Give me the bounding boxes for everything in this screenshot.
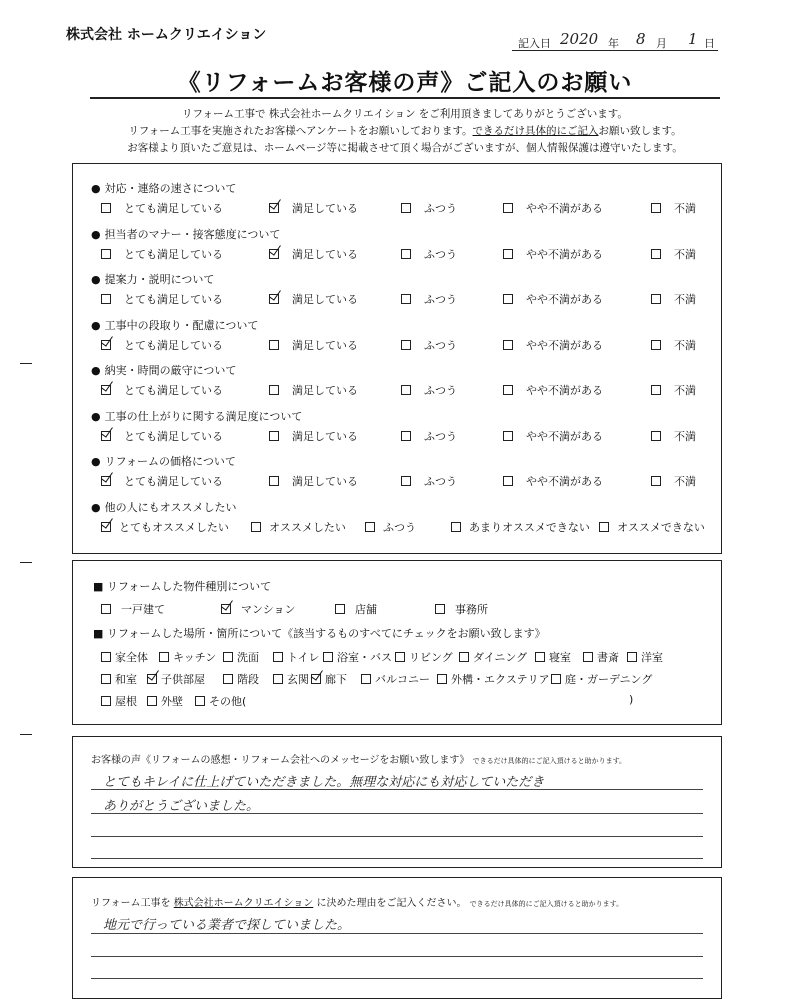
checkbox-icon[interactable] [365,522,375,532]
survey-option[interactable] [101,428,223,444]
entry-year: 2020 [560,30,599,48]
bullet-icon: ● [91,182,101,195]
survey-option-label: 不満 [674,429,696,443]
checkbox-icon[interactable] [435,604,445,614]
checkbox-icon[interactable] [401,431,411,441]
checkbox-icon[interactable] [269,431,279,441]
bullet-icon: ● [91,364,101,377]
checkbox-icon[interactable] [101,476,111,486]
checkbox-icon[interactable] [273,652,283,662]
property-type-label: 事務所 [455,603,488,616]
place-option[interactable] [323,649,392,665]
write-line [91,978,703,979]
survey-option-label: ふつう [424,247,457,261]
bullet-icon: ● [91,227,101,241]
survey-option-label: 満足している [292,293,358,306]
intro-line-3: お客様より頂いたご意見は、ホームページ等に掲載させて頂く場合がございますが、個人情報保護は遵守いたします。 [127,142,683,154]
survey-question-5 [91,362,236,378]
checkbox-icon[interactable] [503,340,513,350]
survey-option-label: やや不満がある [526,338,603,352]
survey-option[interactable] [401,200,457,216]
checkbox-icon[interactable] [401,476,411,486]
checkbox-icon[interactable] [395,652,405,662]
voice-answer-line-1: とてもキレイに仕上げていただきました。無理な対応にも対応していただき [103,775,545,790]
checkbox-icon[interactable] [101,674,111,684]
checkbox-icon[interactable] [101,249,111,259]
place-label: 寝室 [549,651,571,664]
survey-option-label: やや不満がある [526,429,603,443]
survey-option-label: ふつう [424,384,457,397]
reason-answer-line-1: 地元で行っている業者で探していました。 [103,918,351,933]
checkbox-icon[interactable] [627,652,637,662]
place-option[interactable] [273,671,309,687]
survey-question-6 [91,408,302,424]
place-label: 洋室 [641,651,663,664]
place-label: リビング [409,651,453,664]
place-option[interactable] [101,693,137,709]
place-option[interactable] [311,671,347,687]
place-label: 庭・ガーデニング [565,673,653,686]
reason-box [72,877,722,999]
checkbox-icon[interactable] [651,476,661,486]
survey-question-label: 工事中の段取り・配慮について [104,318,259,332]
survey-option-label: 不満 [674,202,696,215]
survey-question-label: 工事の仕上がりに関する満足度について [104,409,303,423]
place-label: ダイニング [473,651,528,664]
place-label: 家全体 [115,651,148,664]
checkbox-icon[interactable] [551,674,561,684]
place-label: 洗面 [237,651,259,664]
checkbox-icon[interactable] [451,522,461,532]
property-type-option[interactable] [101,601,165,617]
survey-option-label: やや不満がある [526,247,603,261]
survey-option[interactable] [101,337,223,353]
checkbox-icon[interactable] [101,652,111,662]
checkbox-icon[interactable] [459,652,469,662]
place-option[interactable] [459,649,527,665]
write-line [91,813,703,814]
entry-day: 1 [688,30,698,48]
checkbox-icon[interactable] [401,294,411,304]
survey-option[interactable] [503,200,603,216]
property-type-option[interactable] [435,601,488,617]
checkbox-icon[interactable] [101,385,111,395]
write-line [91,933,703,934]
recommend-option[interactable] [451,519,590,535]
place-label: 廊下 [325,673,347,686]
checkbox-icon[interactable] [401,249,411,259]
bullet-icon: ● [91,318,101,332]
survey-option[interactable] [503,337,603,353]
recommend-option[interactable] [365,519,416,535]
place-option[interactable] [159,649,216,665]
checkbox-icon[interactable] [101,431,111,441]
checkbox-icon[interactable] [269,294,279,304]
survey-option-label: とても満足している [124,384,223,397]
checkbox-icon[interactable] [651,294,661,304]
place-option[interactable] [583,649,619,665]
survey-option[interactable] [401,473,457,489]
checkbox-icon[interactable] [503,294,513,304]
survey-option-label: 満足している [292,247,358,261]
other-close-paren: ) [629,693,634,706]
bullet-icon: ● [91,455,101,468]
checkbox-icon[interactable] [651,340,661,350]
checkbox-icon[interactable] [599,522,609,532]
survey-option-label: ふつう [424,202,457,215]
voice-prompt: お客様の声《リフォームの感想・リフォーム会社へのメッセージをお願い致します》 できるだけ具体的にご記入頂けると助かります。 [91,755,627,766]
survey-question-label: リフォームの価格について [104,455,236,468]
margin-mark [20,363,32,364]
checkbox-icon[interactable] [195,696,205,706]
survey-option[interactable] [101,382,223,398]
survey-option-label: 満足している [292,429,358,443]
survey-option-label: 不満 [674,293,696,306]
survey-option[interactable] [269,337,358,353]
checkbox-icon[interactable] [101,522,111,532]
checkbox-icon[interactable] [535,652,545,662]
survey-option[interactable] [269,382,358,398]
survey-option-label: とても満足している [124,429,223,443]
place-option[interactable] [223,649,259,665]
survey-option[interactable] [401,246,457,262]
checkbox-icon[interactable] [651,249,661,259]
entry-date-field [512,30,718,51]
survey-question-3 [91,271,214,287]
survey-option-label: 不満 [674,475,696,488]
intro-line-2 [60,123,750,138]
checkbox-icon[interactable] [147,674,157,684]
checkbox-icon[interactable] [651,203,661,213]
property-type-label: マンション [241,603,296,616]
write-line [91,956,703,957]
place-option[interactable] [147,671,205,687]
checkbox-icon[interactable] [651,385,661,395]
survey-question-1 [91,180,236,196]
place-label: 階段 [237,673,259,686]
property-type-option[interactable] [335,601,377,617]
checkbox-icon[interactable] [311,674,321,684]
write-line [91,789,703,790]
satisfaction-survey-box [72,163,722,554]
survey-option-label: とても満足している [124,338,223,352]
place-option[interactable] [627,649,663,665]
survey-question-7 [91,453,236,469]
survey-option-label: とても満足している [124,247,223,261]
place-label: キッチン [173,651,217,664]
checkbox-icon[interactable] [147,696,157,706]
survey-option[interactable] [401,337,457,353]
survey-option[interactable] [401,291,457,307]
survey-option-label: ふつう [424,475,457,488]
entry-month-unit: 月 [656,37,667,50]
survey-option[interactable] [651,246,696,262]
place-label: 書斎 [597,651,619,664]
recommend-option[interactable] [251,519,346,535]
recommend-option[interactable] [599,519,705,535]
checkbox-icon[interactable] [583,652,593,662]
recommend-option[interactable] [101,519,229,535]
checkbox-icon[interactable] [221,604,231,614]
intro-line-2-underlined: できるだけ具体的にご記入 [472,125,599,137]
survey-option[interactable] [651,291,696,307]
checkbox-icon[interactable] [323,652,333,662]
checkbox-icon[interactable] [401,340,411,350]
survey-option-label: ふつう [424,293,457,306]
survey-option-label: ふつう [424,338,457,352]
survey-question-label: 提案力・説明について [104,273,215,286]
survey-option-label: とても満足している [124,475,223,488]
checkbox-icon[interactable] [503,249,513,259]
write-line [91,836,703,837]
checkbox-icon[interactable] [159,652,169,662]
intro-line-2-a: リフォーム工事を実施されたお客様へアンケートをお願いしております。 [128,125,473,137]
survey-option[interactable] [269,200,358,216]
property-type-option[interactable] [221,601,296,617]
checkbox-icon[interactable] [401,203,411,213]
survey-option[interactable] [101,291,223,307]
checkbox-icon[interactable] [101,340,111,350]
entry-day-unit: 日 [704,37,715,50]
survey-option-label: 満足している [292,475,358,488]
voice-answer-line-2: ありがとうございました。 [103,799,260,814]
survey-option[interactable] [503,382,603,398]
checkbox-icon[interactable] [503,203,513,213]
property-type-label: 店舗 [355,603,377,616]
survey-option[interactable] [269,246,358,262]
survey-option-label: 不満 [674,384,696,397]
survey-option[interactable] [269,428,358,444]
page-title: 《リフォームお客様の声》ご記入のお願い [177,70,633,96]
bullet-icon: ● [91,273,101,286]
recommend-option-label: オススメできない [617,520,705,534]
checkbox-icon[interactable] [503,476,513,486]
customer-voice-box [72,736,722,868]
survey-question-label: 納実・時間の厳守について [104,364,237,377]
recommend-option-label: ふつう [383,520,416,534]
survey-option[interactable] [503,428,603,444]
checkbox-icon[interactable] [651,431,661,441]
reason-prompt: リフォーム工事を 株式会社ホームクリエイション に決めた理由をご記入ください。 できるだけ具体的にご記入頂けると助かります。 [91,898,624,909]
survey-option-label: 満足している [292,338,358,352]
survey-option[interactable] [101,246,223,262]
survey-option[interactable] [651,337,696,353]
survey-option[interactable] [651,473,696,489]
survey-option[interactable] [651,200,696,216]
property-type-question: ■ リフォームした物件種別について [93,580,272,593]
place-option[interactable] [195,693,246,709]
survey-option[interactable] [503,291,603,307]
property-info-box [72,560,722,725]
survey-question-label: 対応・連絡の速さについて [104,182,237,195]
checkbox-icon[interactable] [251,522,261,532]
survey-question-label: 担当者のマナー・接客態度について [104,227,281,241]
place-label: 屋根 [115,695,137,708]
margin-mark [20,562,32,563]
bullet-icon: ● [91,500,101,514]
survey-option[interactable] [269,473,358,489]
recommend-option-label: オススメしたい [269,520,346,534]
survey-option-label: とても満足している [124,293,223,306]
intro-line-2-b: お願い致します。 [598,125,682,137]
survey-option-label: とても満足している [124,202,223,215]
place-option[interactable] [101,649,148,665]
survey-option-label: ふつう [424,429,457,443]
checkbox-icon[interactable] [269,385,279,395]
survey-option[interactable] [401,382,457,398]
survey-option-label: 不満 [674,338,696,352]
survey-option[interactable] [269,291,358,307]
place-option[interactable] [147,693,183,709]
place-question: ■ リフォームした場所・箇所について《該当するものすべてにチェックをお願い致します》 [93,627,546,640]
place-option[interactable] [361,671,430,687]
place-label: その他( [209,695,247,708]
entry-year-unit: 年 [608,37,619,50]
checkbox-icon[interactable] [401,385,411,395]
survey-option-label: やや不満がある [526,293,603,306]
title-divider [90,97,720,99]
survey-option-label: 不満 [674,247,696,261]
checkbox-icon[interactable] [273,674,283,684]
place-option[interactable] [535,649,571,665]
survey-option-label: やや不満がある [526,384,603,397]
margin-mark [20,734,32,735]
checkbox-icon[interactable] [437,674,447,684]
company-name: 株式会社 ホームクリエイション [66,27,267,43]
checkbox-icon[interactable] [269,340,279,350]
recommend-option-label: あまりオススメできない [469,520,590,534]
survey-question-4 [91,317,258,333]
survey-option-label: 満足している [292,384,358,397]
place-label: 外壁 [161,695,183,708]
intro-line-1: リフォーム工事で 株式会社ホームクリエイション をご利用頂きましてありがとうございます。 [182,108,628,120]
recommend-question [91,499,237,515]
checkbox-icon[interactable] [503,385,513,395]
checkbox-icon[interactable] [269,203,279,213]
survey-option-label: やや不満がある [526,202,603,215]
recommend-question-label: 他の人にもオススメしたい [104,500,237,514]
place-option[interactable] [273,649,319,665]
checkbox-icon[interactable] [101,294,111,304]
checkbox-icon[interactable] [361,674,371,684]
place-label: トイレ [287,651,320,664]
bullet-icon: ● [91,409,101,423]
survey-option[interactable] [503,246,603,262]
place-label: バルコニー [375,673,430,686]
place-option[interactable] [223,671,259,687]
survey-option[interactable] [401,428,457,444]
survey-option[interactable] [101,473,223,489]
write-line [91,858,703,859]
survey-option[interactable] [651,428,696,444]
place-option[interactable] [437,671,550,687]
place-label: 外構・エクステリア [451,673,550,686]
survey-question-2 [91,226,280,242]
entry-date-label: 記入日 [518,37,551,50]
checkbox-icon[interactable] [335,604,345,614]
survey-option-label: 満足している [292,202,358,215]
entry-month: 8 [636,30,646,48]
survey-option[interactable] [651,382,696,398]
checkbox-icon[interactable] [503,431,513,441]
place-option[interactable] [395,649,453,665]
checkbox-icon[interactable] [101,696,111,706]
checkbox-icon[interactable] [223,674,233,684]
survey-option-label: やや不満がある [526,475,603,488]
property-type-label: 一戸建て [121,603,165,616]
place-option[interactable] [551,671,652,687]
checkbox-icon[interactable] [269,476,279,486]
survey-option[interactable] [101,200,223,216]
place-label: 玄関 [287,673,309,686]
place-option[interactable] [101,671,137,687]
place-label: 和室 [115,673,137,686]
checkbox-icon[interactable] [101,203,111,213]
checkbox-icon[interactable] [101,604,111,614]
recommend-option-label: とてもオススメしたい [119,520,229,534]
place-label: 子供部屋 [161,673,205,686]
place-label: 浴室・バス [337,651,392,664]
checkbox-icon[interactable] [269,249,279,259]
checkbox-icon[interactable] [223,652,233,662]
survey-option[interactable] [503,473,603,489]
